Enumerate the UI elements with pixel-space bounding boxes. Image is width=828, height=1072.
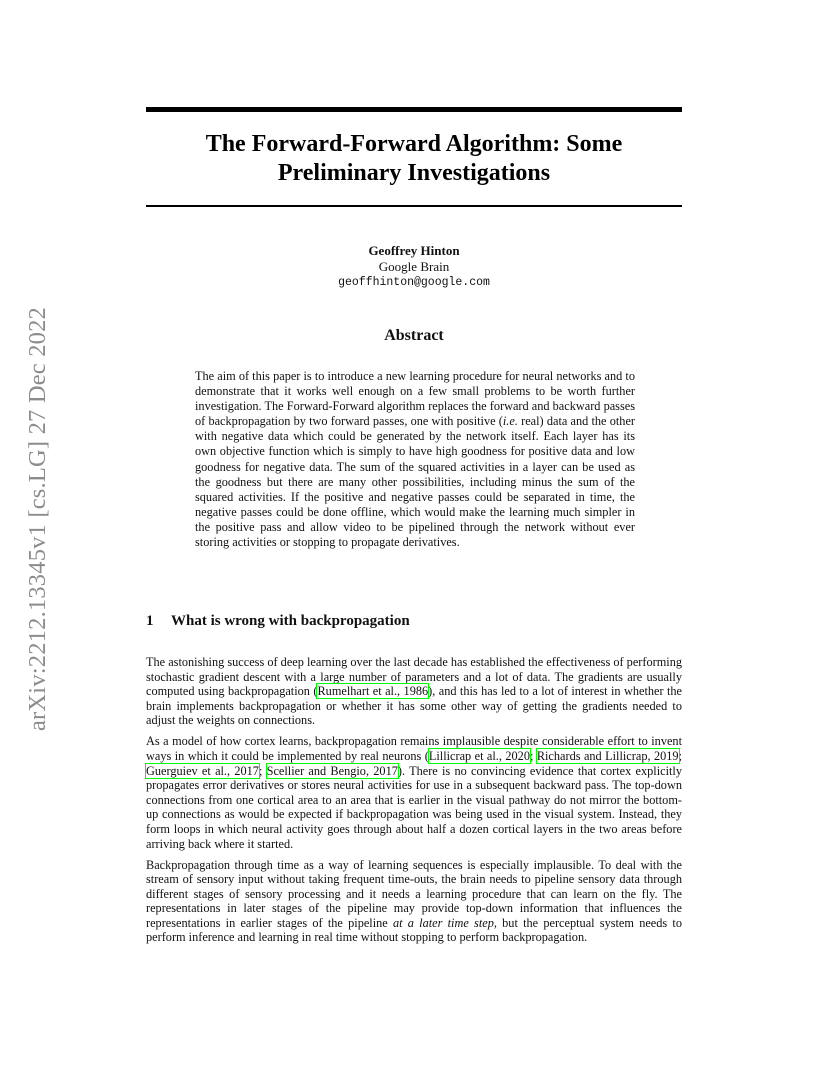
author-block [146,243,682,291]
author-email: geoffhinton@google.com [338,276,490,289]
abstract-text-part1: The aim of this paper is to introduce a new learning procedure for neural networks and to demonstrate that it works well enough on a few small problems to be worth further investigation. The Forward-Forward algorithm replaces the forward and backward passes of backpropagation by two forward passes, one with positive ( [195,369,635,429]
section-body [146,655,682,951]
citation-separator: ; [678,748,682,763]
body-paragraph-2 [146,734,682,851]
citation-link[interactable]: Guerguiev et al., 2017 [146,763,259,778]
author-affiliation: Google Brain [378,259,450,274]
author-name: Geoffrey Hinton [368,243,460,258]
paragraph-text: , but the perceptual system needs to perform inference and learning in real time without stopping to perform backpropagation. [146,915,682,945]
paper-title: The Forward-Forward Algorithm: Some Preliminary Investigations [205,131,623,186]
citation-link[interactable]: Scellier and Bengio, 2017 [266,763,398,778]
title-top-rule [146,107,682,112]
abstract-ie: i.e. [502,414,518,429]
arxiv-identifier-stamp: arXiv:2212.13345v1 [cs.LG] 27 Dec 2022 [24,306,51,732]
citation-separator: ; [529,748,537,763]
citation-link[interactable]: Lillicrap et al., 2020 [428,748,530,763]
emphasis-text: at a later time step [392,915,494,930]
citation-link[interactable]: Richards and Lillicrap, 2019 [536,748,679,763]
citation-link[interactable]: Rumelhart et al., 1986 [317,684,429,699]
paragraph-text: The astonishing success of deep learning over the last decade has established the effectiveness of performing stochastic gradient descent with a large number of parameters and a lot of data. The gradients are usually computed using backpropagation ( [146,655,682,699]
body-paragraph-1 [146,655,682,728]
title-bottom-rule [146,205,682,207]
paragraph-text: ). There is no convincing evidence that cortex explicitly propagates error derivatives or stores neural activities for use in a subsequent backward pass. The top-down connections from one cortical area to an area that is earlier in the visual pathway do not mirror the bottom-up connections as would be expected if backpropagation was being used in the visual system. Instead, they form loops in which neural activity goes through about half a dozen cortical layers in the two areas before arriving back where it started. [146,763,682,851]
paragraph-text: Backpropagation through time as a way of learning sequences is especially implausible. To deal with the stream of sensory input without taking frequent time-outs, the brain needs to pipeline sensory data through different stages of sensory processing and it needs a learning procedure that can learn on the fly. The representations in later stages of the pipeline may provide top-down information that influences the representations in earlier stages of the pipeline [146,857,682,930]
section-title: What is wrong with backpropagation [171,613,410,629]
abstract-heading: Abstract [384,327,444,344]
section-number: 1 [146,613,154,629]
section-heading [146,612,682,630]
paragraph-text: As a model of how cortex learns, backpropagation remains implausible despite considerable effort to invent ways in which it could be implemented by real neurons ( [146,734,682,763]
abstract-text-part2: real) data and the other with negative data which could be generated by the network itself. Each layer has its own objective function which is simply to have high goodness for positive data and low goodness for negative data. The sum of the squared activities in a layer can be used as the goodness but there are many other possibilities, including minus the sum of the squared activities. If the positive and negative passes could be separated in time, the negative passes could be done offline, which would make the learning much simpler in the positive pass and allow video to be pipelined through the network without ever storing activities or stopping to propagate derivatives. [195,414,635,550]
body-paragraph-3 [146,858,682,946]
abstract-text [195,369,635,550]
paragraph-text: ), and this has led to a lot of interest in whether the brain implements backpropagation or whether it has some other way of getting the gradients needed to adjust the weights on connections. [146,684,683,728]
citation-separator: ; [258,763,267,778]
